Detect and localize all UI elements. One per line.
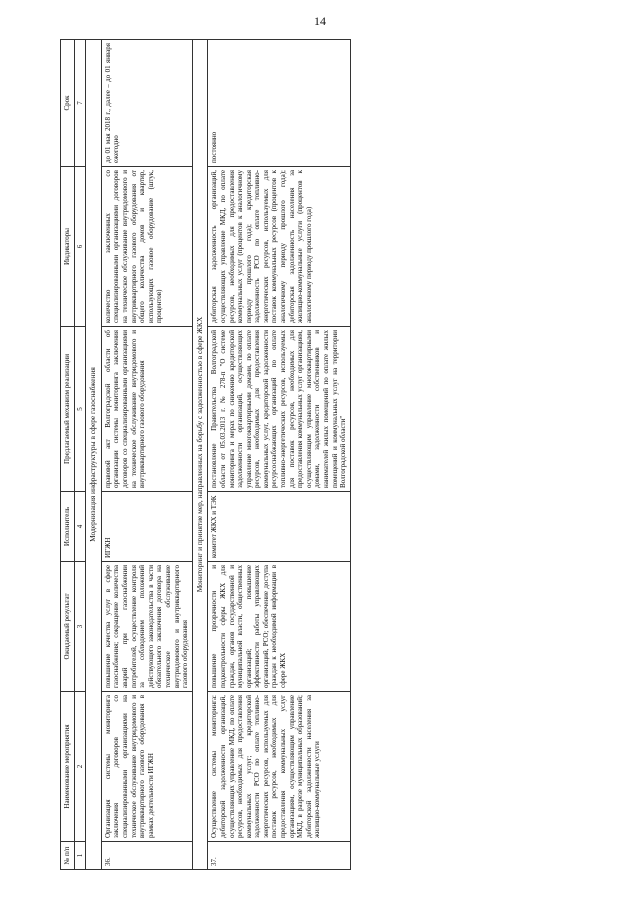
column-number: 1 [74, 842, 86, 870]
deadline: постоянно [208, 40, 351, 167]
measure-name: Организация системы мониторинга заключения договоров со специализированными организациями на техническое обслуживание внутридомового и внутриквартирного газового оборудования в рамках деятельности ИГЖН [101, 692, 192, 842]
header-indicators: Индикаторы [61, 167, 75, 327]
header-row [61, 40, 75, 870]
table-row-36 [101, 40, 192, 870]
section-row-debt [192, 40, 208, 870]
section-row-gas [86, 40, 102, 870]
header-executor: Исполнитель [61, 492, 75, 562]
header-result: Ожидаемый результат [61, 562, 75, 692]
column-number: 5 [74, 327, 86, 492]
column-number: 7 [74, 40, 86, 167]
measures-table [60, 39, 351, 870]
header-deadline: Срок [61, 40, 75, 167]
section-title: Мониторинг и принятие мер, направленных на борьбу с задолженностью в сфере ЖКХ [192, 40, 208, 870]
executor: комитет ЖКХ и ТЭК [208, 492, 351, 562]
table-row-37 [208, 40, 351, 870]
row-number: 36. [101, 842, 192, 870]
indicators: количество заключенных со специализированными организациями договоров на техническое обслуживание внутридомового и внутриквартирного газового оборудования от общего количества домов и квартир, использующих газовое оборудование (штук, процентов) [101, 167, 192, 327]
column-number: 2 [74, 692, 86, 842]
expected-result: повышение прозрачности и подконтрольности сферы ЖКХ для граждан, органов государственной и муниципальной власти, общественных организаций; повышение эффективности работы управляющих организаций, РСО; обеспечение доступа граждан к необходимой информации в сфере ЖКХ [208, 562, 351, 692]
row-number: 37. [208, 842, 351, 870]
column-number: 3 [74, 562, 86, 692]
mechanism: постановление Правительства Волгоградской области от 05.03.2013 г. № 278-п "О системе мониторинга и мерах по снижению кредиторской задолженности организаций, осуществляющих управление многоквартирными домами, по оплате ресурсов, необходимых для предоставления коммунальных услуг, кредиторской задолженности ресурсоснабжающих организаций по оплате топливно-энергетических ресурсов, используемых для поставок ресурсов, необходимых для предоставления коммунальных услуг организациям, осуществляющим управление многоквартирными домами, задолженности собственников и нанимателей жилых помещений по оплате жилых помещений и коммунальных услуг на территории Волгоградской области" [208, 327, 351, 492]
measure-name: Осуществление системы мониторинга: дебиторской задолженности организаций, осуществляющих управление МКД, по оплате ресурсов, необходимых для предоставления коммунальных услуг; кредиторской задолженности РСО по оплате топливно-энергетических ресурсов, используемых для поставок ресурсов, необходимых для предоставления коммунальных услуг организациям, осуществляющим управление МКД, в разрезе муниципальных образований; дебиторской задолженности населения за жилищно-коммунальные услуги [208, 692, 351, 842]
column-number-row [74, 40, 86, 870]
deadline: до 01 мая 2018 г., далее – до 01 января ежегодно [101, 40, 192, 167]
header-mechanism: Предлагаемый механизм реализации [61, 327, 75, 492]
page-number: 14 [314, 14, 326, 28]
mechanism: правовой акт Волгоградской области об организации системы мониторинга заключения договоров со специализированными организациями на техническое обслуживание внутридомового и внутриквартирного газового оборудования [101, 327, 192, 492]
section-title: Модернизация инфраструктуры в сфере газоснабжения [86, 40, 102, 870]
column-number: 4 [74, 492, 86, 562]
header-num: № п/п [61, 842, 75, 870]
indicators: дебиторская задолженность организаций, осуществляющих управление МКД, по оплате ресурсов, необходимых для предоставления коммунальных услуг (процентов к аналогичному периоду прошлого года); кредиторская задолженность РСО по оплате топливно-энергетических ресурсов, используемых для поставок коммунальных ресурсов (процентов к аналогичному периоду прошлого года); дебиторская задолженность населения за жилищно-коммунальные услуги (процентов к аналогичному периоду прошлого года) [208, 167, 351, 327]
executor: ИГЖН [101, 492, 192, 562]
column-number: 6 [74, 167, 86, 327]
rotated-table-sheet [60, 40, 620, 870]
header-name: Наименование мероприятия [61, 692, 75, 842]
expected-result: повышение качества услуг в сфере газоснабжения; сокращение количества аварий при газоснабжении потребителей, осуществление контроля за соблюдением положений действующего законодательства в части обязательного заключения договора на техническое обслуживание внутридомового и внутриквартирного газового оборудования [101, 562, 192, 692]
